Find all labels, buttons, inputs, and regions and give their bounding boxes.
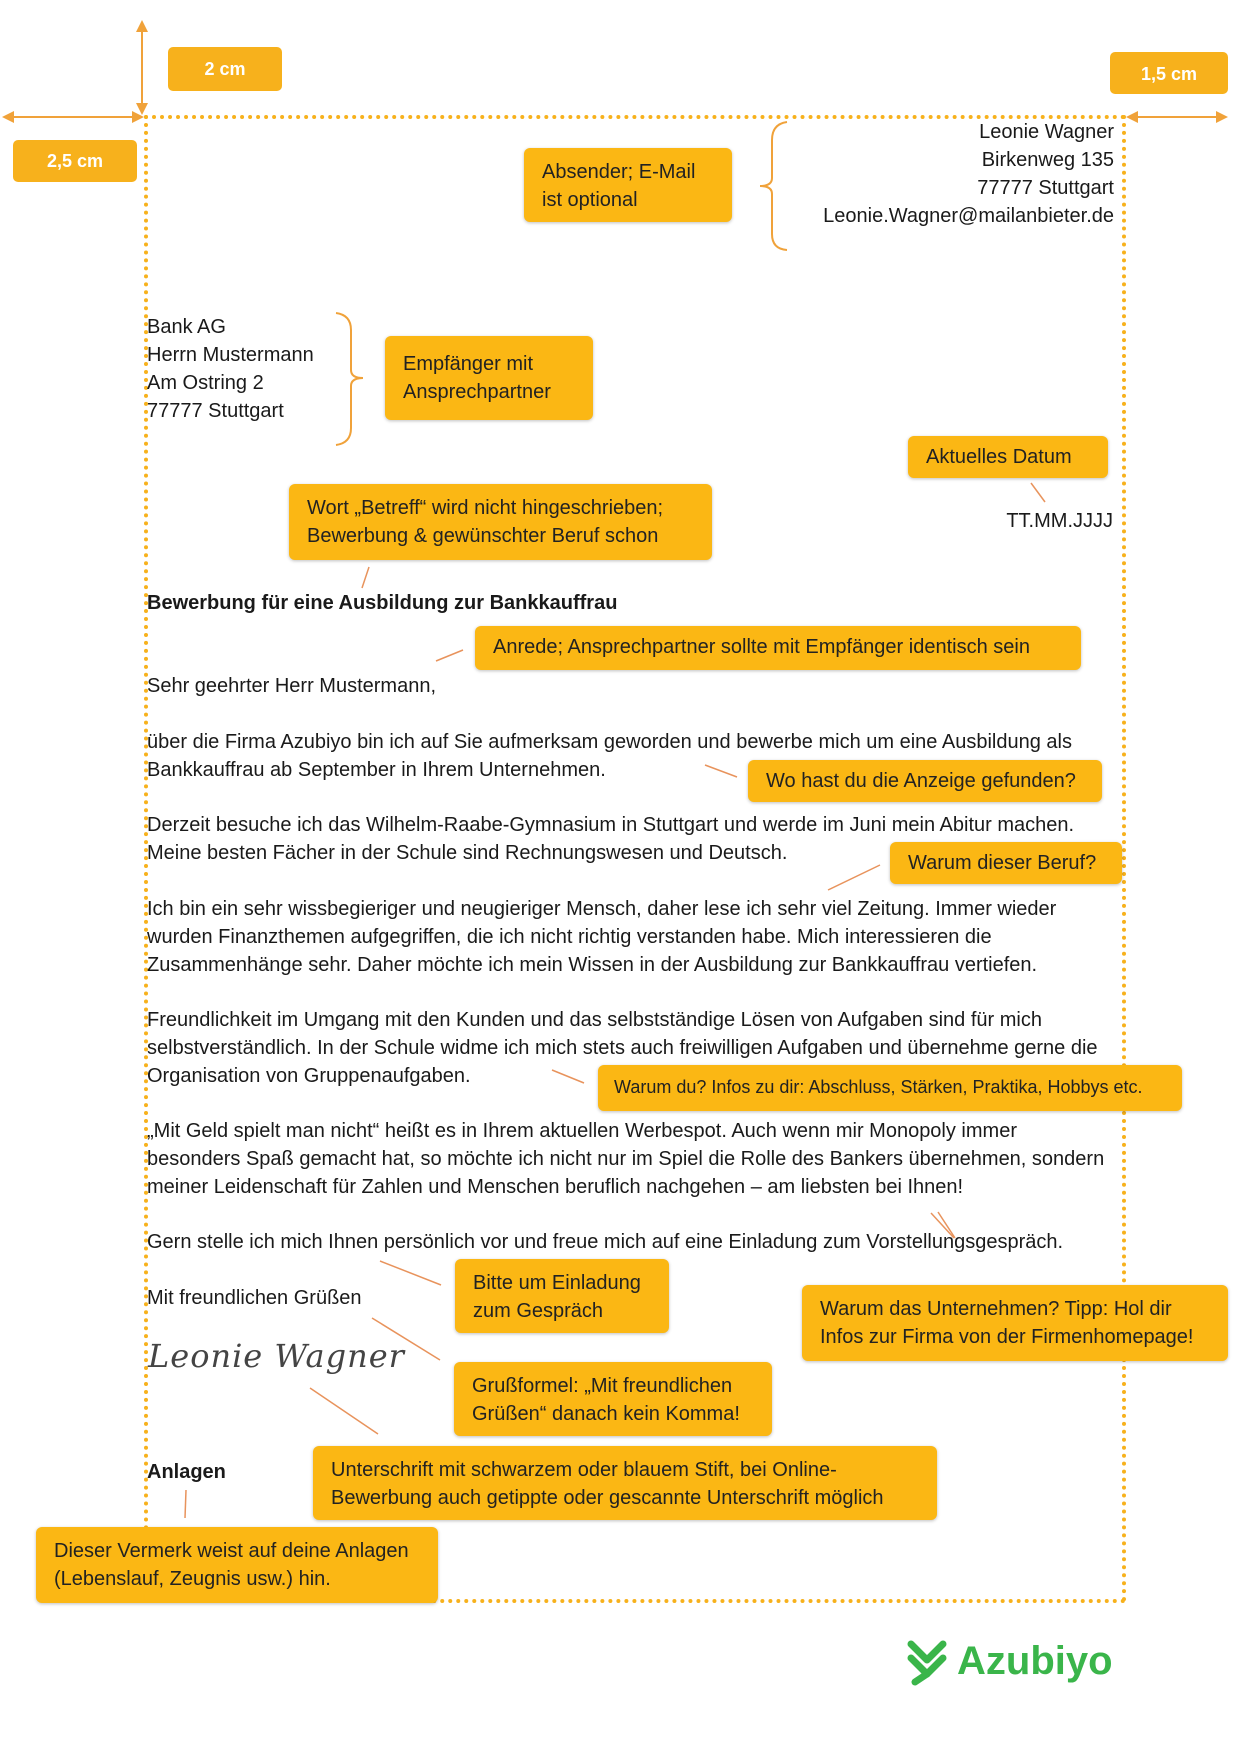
closing-formula: Mit freundlichen Grüßen bbox=[147, 1287, 362, 1309]
note-salutation: Anrede; Ansprechpartner sollte mit Empfänger identisch sein bbox=[475, 626, 1081, 670]
margin-left-label: 2,5 cm bbox=[13, 140, 137, 182]
sender-street: Birkenweg 135 bbox=[981, 149, 1114, 171]
note-why-job: Warum dieser Beruf? bbox=[890, 842, 1122, 884]
note-closing: Grußformel: „Mit freundlichen Grüßen“ danach kein Komma! bbox=[454, 1362, 772, 1436]
salutation: Sehr geehrter Herr Mustermann, bbox=[147, 675, 437, 697]
date-placeholder: TT.MM.JJJJ bbox=[1006, 510, 1113, 532]
body-paragraph-3: Ich bin ein sehr wissbegieriger und neugieriger Mensch, daher lese ich sehr viel Zeitung. Immer wieder wurden Finanzthemen aufgegriffen, die ich nicht richtig verstanden habe. Mich interessieren die Zusammenhänge sehr. Daher möchte ich mein Wissen in der Ausbildung zur Bankkauffrau vertiefen. bbox=[147, 898, 1057, 976]
note-invite: Bitte um Einladung zum Gespräch bbox=[455, 1259, 669, 1333]
note-recipient: Empfänger mit Ansprechpartner bbox=[385, 336, 593, 420]
sender-block bbox=[760, 118, 1114, 230]
azubiyo-logo-icon bbox=[905, 1636, 949, 1686]
subject-line: Bewerbung für eine Ausbildung zur Bankkauffrau bbox=[147, 592, 618, 614]
body-paragraph-1: über die Firma Azubiyo bin ich auf Sie aufmerksam geworden und bewerbe mich um eine Ausbildung als Bankkauffrau ab September in Ihrem Unternehmen. bbox=[147, 731, 1072, 781]
body-paragraph-5: „Mit Geld spielt man nicht“ heißt es in Ihrem aktuellen Werbespot. Auch wenn mir Monopoly immer besonders Spaß gemacht hat, so möchte ich nicht nur im Spiel die Rolle des Bankers übernehmen, sondern meiner Leidenschaft für Zahlen und Menschen beruflich nachgehen – am liebsten bei Ihnen! bbox=[147, 1120, 1105, 1198]
handwritten-signature: Leonie Wagner bbox=[148, 1337, 405, 1375]
sender-city: 77777 Stuttgart bbox=[977, 177, 1114, 199]
attachments-label: Anlagen bbox=[147, 1461, 226, 1483]
margin-top-label: 2 cm bbox=[168, 47, 282, 91]
note-why-company: Warum das Unternehmen? Tipp: Hol dir Infos zur Firma von der Firmenhomepage! bbox=[802, 1285, 1228, 1361]
recipient-block bbox=[147, 313, 347, 425]
body-paragraph-4: Freundlichkeit im Umgang mit den Kunden und das selbstständige Lösen von Aufgaben sind für mich selbstverständlich. In der Schule widme ich mich stets auch freiwilligen Aufgaben und übernehme gerne die Organisation von Gruppenaufgaben. bbox=[147, 1009, 1098, 1087]
note-sender: Absender; E-Mail ist optional bbox=[524, 148, 732, 222]
note-date: Aktuelles Datum bbox=[908, 436, 1108, 478]
recipient-company: Bank AG bbox=[147, 316, 226, 338]
recipient-city: 77777 Stuttgart bbox=[147, 400, 284, 422]
body-paragraph-2: Derzeit besuche ich das Wilhelm-Raabe-Gymnasium in Stuttgart und werde im Juni mein Abitur machen. Meine besten Fächer in der Schule sind Rechnungswesen und Deutsch. bbox=[147, 814, 1075, 864]
body-paragraph-6: Gern stelle ich mich Ihnen persönlich vor und freue mich auf eine Einladung zum Vorstellungsgespräch. bbox=[147, 1231, 1064, 1253]
margin-right-label: 1,5 cm bbox=[1110, 52, 1228, 94]
sender-email: Leonie.Wagner@mailanbieter.de bbox=[823, 205, 1114, 227]
note-signature: Unterschrift mit schwarzem oder blauem Stift, bei Online-Bewerbung auch getippte oder gescannte Unterschrift möglich bbox=[313, 1446, 937, 1520]
note-why-you: Warum du? Infos zu dir: Abschluss, Stärken, Praktika, Hobbys etc. bbox=[598, 1065, 1182, 1111]
sender-name: Leonie Wagner bbox=[979, 121, 1114, 143]
azubiyo-logo bbox=[905, 1636, 1113, 1686]
azubiyo-logo-text: Azubiyo bbox=[957, 1638, 1113, 1683]
recipient-street: Am Ostring 2 bbox=[147, 372, 264, 394]
note-subject: Wort „Betreff“ wird nicht hingeschrieben; Bewerbung & gewünschter Beruf schon bbox=[289, 484, 712, 560]
recipient-contact: Herrn Mustermann bbox=[147, 344, 314, 366]
note-attachments: Dieser Vermerk weist auf deine Anlagen (Lebenslauf, Zeugnis usw.) hin. bbox=[36, 1527, 438, 1603]
note-where-found: Wo hast du die Anzeige gefunden? bbox=[748, 760, 1102, 802]
